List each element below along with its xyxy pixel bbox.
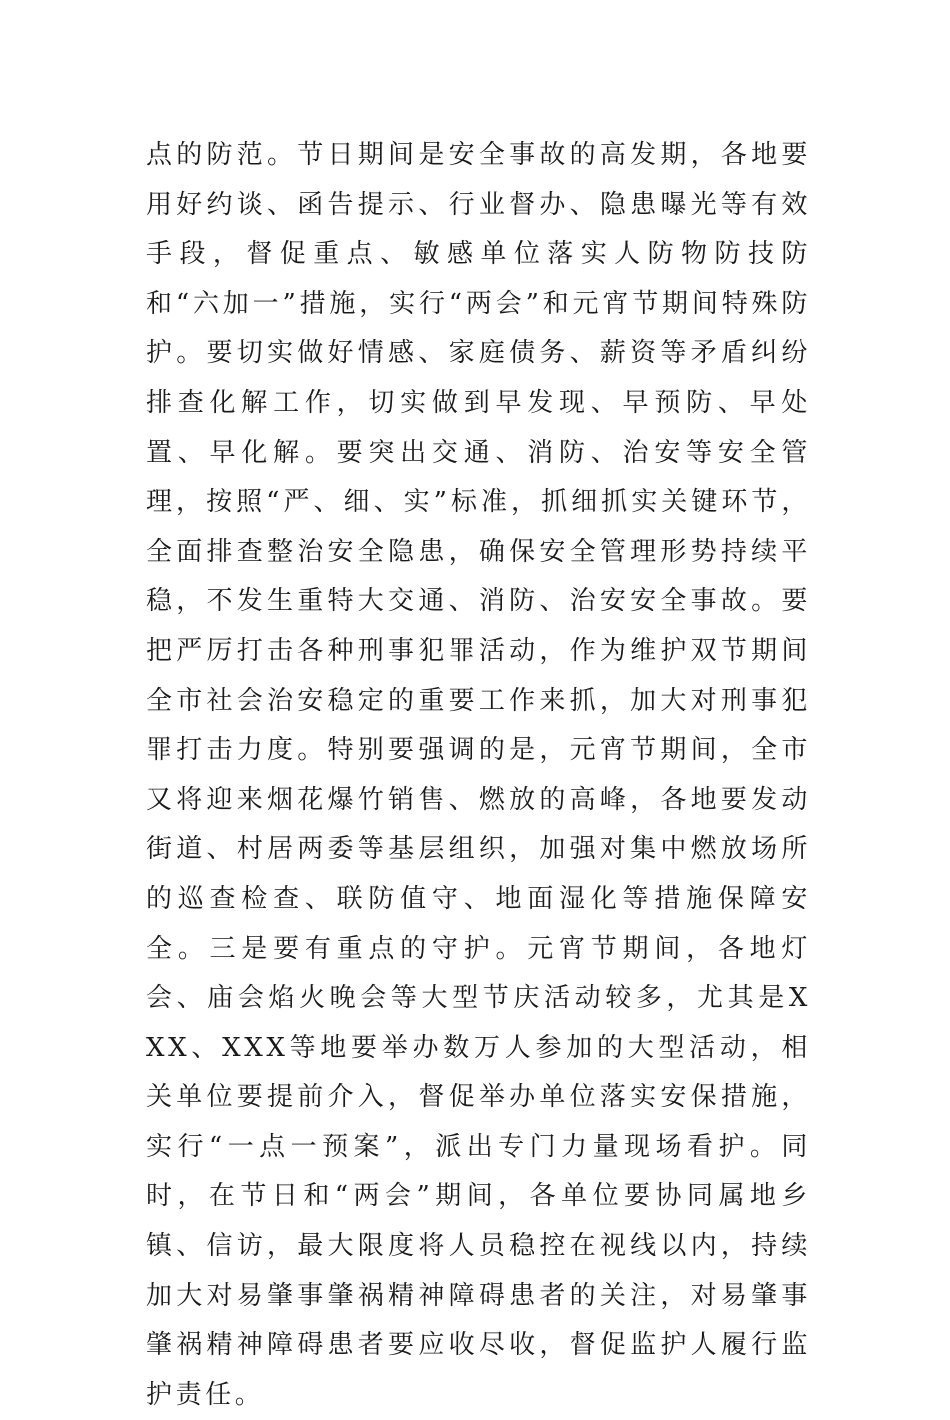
body-paragraph: 点的防范。节日期间是安全事故的高发期，各地要用好约谈、函告提示、行业督办、隐患曝光等有效手段，督促重点、敏感单位落实人防物防技防和“六加一”措施，实行“两会”和元宵节期间特殊防护。要切实做好情感、家庭债务、薪资等矛盾纠纷排查化解工作，切实做到早发现、早预防、早处置、早化解。要突出交通、消防、治安等安全管理，按照“严、细、实”标准，抓细抓实关键环节，全面排查整治安全隐患，确保安全管理形势持续平稳，不发生重特大交通、消防、治安安全事故。要把严厉打击各种刑事犯罪活动，作为维护双节期间全市社会治安稳定的重要工作来抓，加大对刑事犯罪打击力度。特别要强调的是，元宵节期间，全市又将迎来烟花爆竹销售、燃放的高峰，各地要发动街道、村居两委等基层组织，加强对集中燃放场所的巡查检查、联防值守、地面湿化等措施保障安全。三是要有重点的守护。元宵节期间，各地灯会、庙会焰火晚会等大型节庆活动较多，尤其是XXX、XXX等地要举办数万人参加的大型活动，相关单位要提前介入，督促举办单位落实安保措施，实行“一点一预案”，派出专门力量现场看护。同时，在节日和“两会”期间，各单位要协同属地乡镇、信访，最大限度将人员稳控在视线以内，持续加大对易肇事肇祸精神障碍患者的关注，对易肇事肇祸精神障碍患者要应收尽收，督促监护人履行监护责任。 xyxy=(146,140,811,1410)
